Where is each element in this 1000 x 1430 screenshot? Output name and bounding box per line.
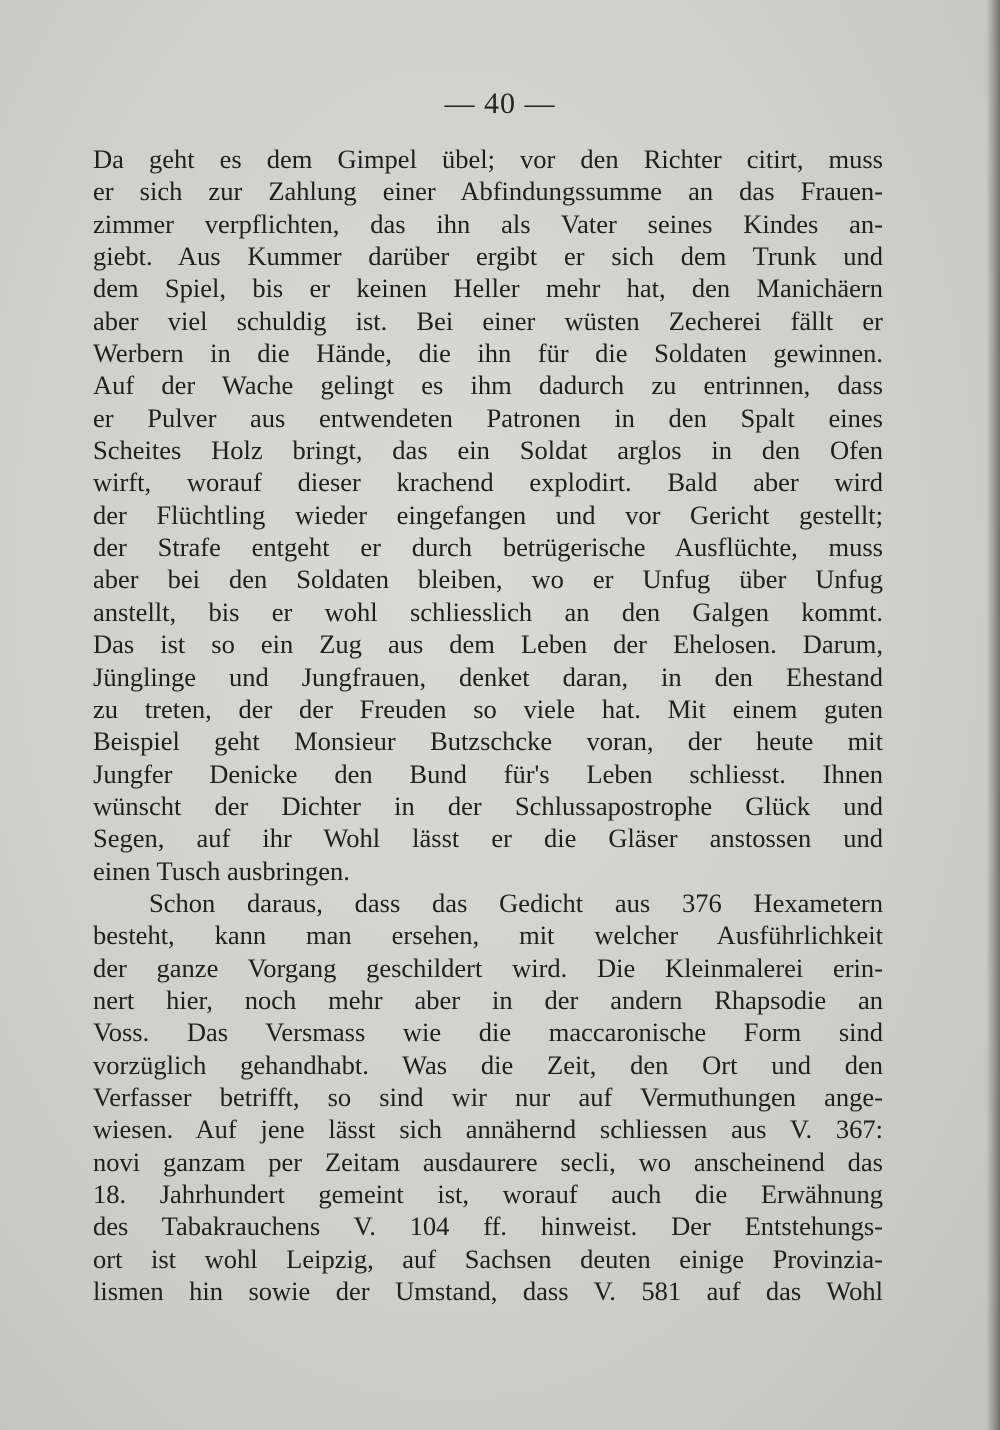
- text-line: zu treten, der der Freuden so viele hat. Mit einem guten: [93, 693, 883, 724]
- text-line: Voss. Das Versmass wie die maccaronische Form sind: [93, 1017, 883, 1048]
- text-line: wünscht der Dichter in der Schlussapostrophe Glück und: [93, 790, 883, 821]
- text-line: novi ganzam per Zeitam ausdaurere secli, wo anscheinend das: [93, 1146, 883, 1177]
- page-edge-shadow: [986, 0, 1000, 1430]
- text-line: wirft, worauf dieser krachend explodirt. Bald aber wird: [93, 467, 883, 498]
- text-line: Verfasser betrifft, so sind wir nur auf Vermuthungen ange-: [93, 1081, 883, 1112]
- text-line: Da geht es dem Gimpel übel; vor den Richter citirt, muss: [93, 144, 883, 174]
- text-line: Auf der Wache gelingt es ihm dadurch zu entrinnen, dass: [93, 370, 883, 401]
- text-line: des Tabakrauchens V. 104 ff. hinweist. Der Entstehungs-: [93, 1211, 883, 1242]
- text-line: dem Spiel, bis er keinen Heller mehr hat, den Manichäern: [93, 273, 883, 304]
- text-line: wiesen. Auf jene lässt sich annähernd schliessen aus V. 367:: [93, 1114, 883, 1145]
- text-line: der ganze Vorgang geschildert wird. Die Kleinmalerei erin-: [93, 952, 883, 983]
- text-line: Jünglinge und Jungfrauen, denket daran, in den Ehestand: [93, 661, 883, 692]
- text-line: giebt. Aus Kummer darüber ergibt er sich dem Trunk und: [93, 241, 883, 272]
- text-line: er sich zur Zahlung einer Abfindungssumme an das Frauen-: [93, 176, 883, 207]
- text-line: 18. Jahrhundert gemeint ist, worauf auch die Erwähnung: [93, 1179, 883, 1209]
- text-line: vorzüglich gehandhabt. Was die Zeit, den Ort und den: [93, 1049, 883, 1080]
- text-line: Scheites Holz bringt, das ein Soldat arglos in den Ofen: [93, 435, 883, 466]
- text-line: Segen, auf ihr Wohl lässt er die Gläser anstossen und: [93, 823, 883, 854]
- text-line: nert hier, noch mehr aber in der andern Rhapsodie an: [93, 984, 883, 1015]
- text-line: zimmer verpflichten, das ihn als Vater seines Kindes an-: [93, 208, 883, 239]
- text-line: der Flüchtling wieder eingefangen und vor Gericht gestellt;: [93, 499, 883, 530]
- text-line: Beispiel geht Monsieur Butzschcke voran, der heute mit: [93, 726, 883, 757]
- text-line: besteht, kann man ersehen, mit welcher Ausführlichkeit: [93, 920, 883, 951]
- text-line: aber viel schuldig ist. Bei einer wüsten Zecherei fällt er: [93, 305, 883, 336]
- text-line: lismen hin sowie der Umstand, dass V. 581 auf das Wohl: [93, 1276, 883, 1307]
- body-text: [93, 143, 883, 1307]
- page-number: — 40 —: [444, 87, 556, 120]
- text-line: er Pulver aus entwendeten Patronen in den Spalt eines: [93, 402, 883, 433]
- text-line: anstellt, bis er wohl schliesslich an den Galgen kommt.: [93, 596, 883, 627]
- text-line: Das ist so ein Zug aus dem Leben der Ehelosen. Darum,: [93, 629, 883, 660]
- text-line: ort ist wohl Leipzig, auf Sachsen deuten einige Provinzia-: [93, 1243, 883, 1274]
- text-line: Jungfer Denicke den Bund für's Leben schliesst. Ihnen: [93, 758, 883, 789]
- text-line: einen Tusch ausbringen.: [93, 855, 350, 886]
- text-line: aber bei den Soldaten bleiben, wo er Unfug über Unfug: [93, 564, 883, 595]
- text-line: der Strafe entgeht er durch betrügerische Ausflüchte, muss: [93, 532, 883, 563]
- text-line: Schon daraus, dass das Gedicht aus 376 Hexametern: [149, 887, 883, 918]
- text-line: Werbern in die Hände, die ihn für die Soldaten gewinnen.: [93, 338, 883, 369]
